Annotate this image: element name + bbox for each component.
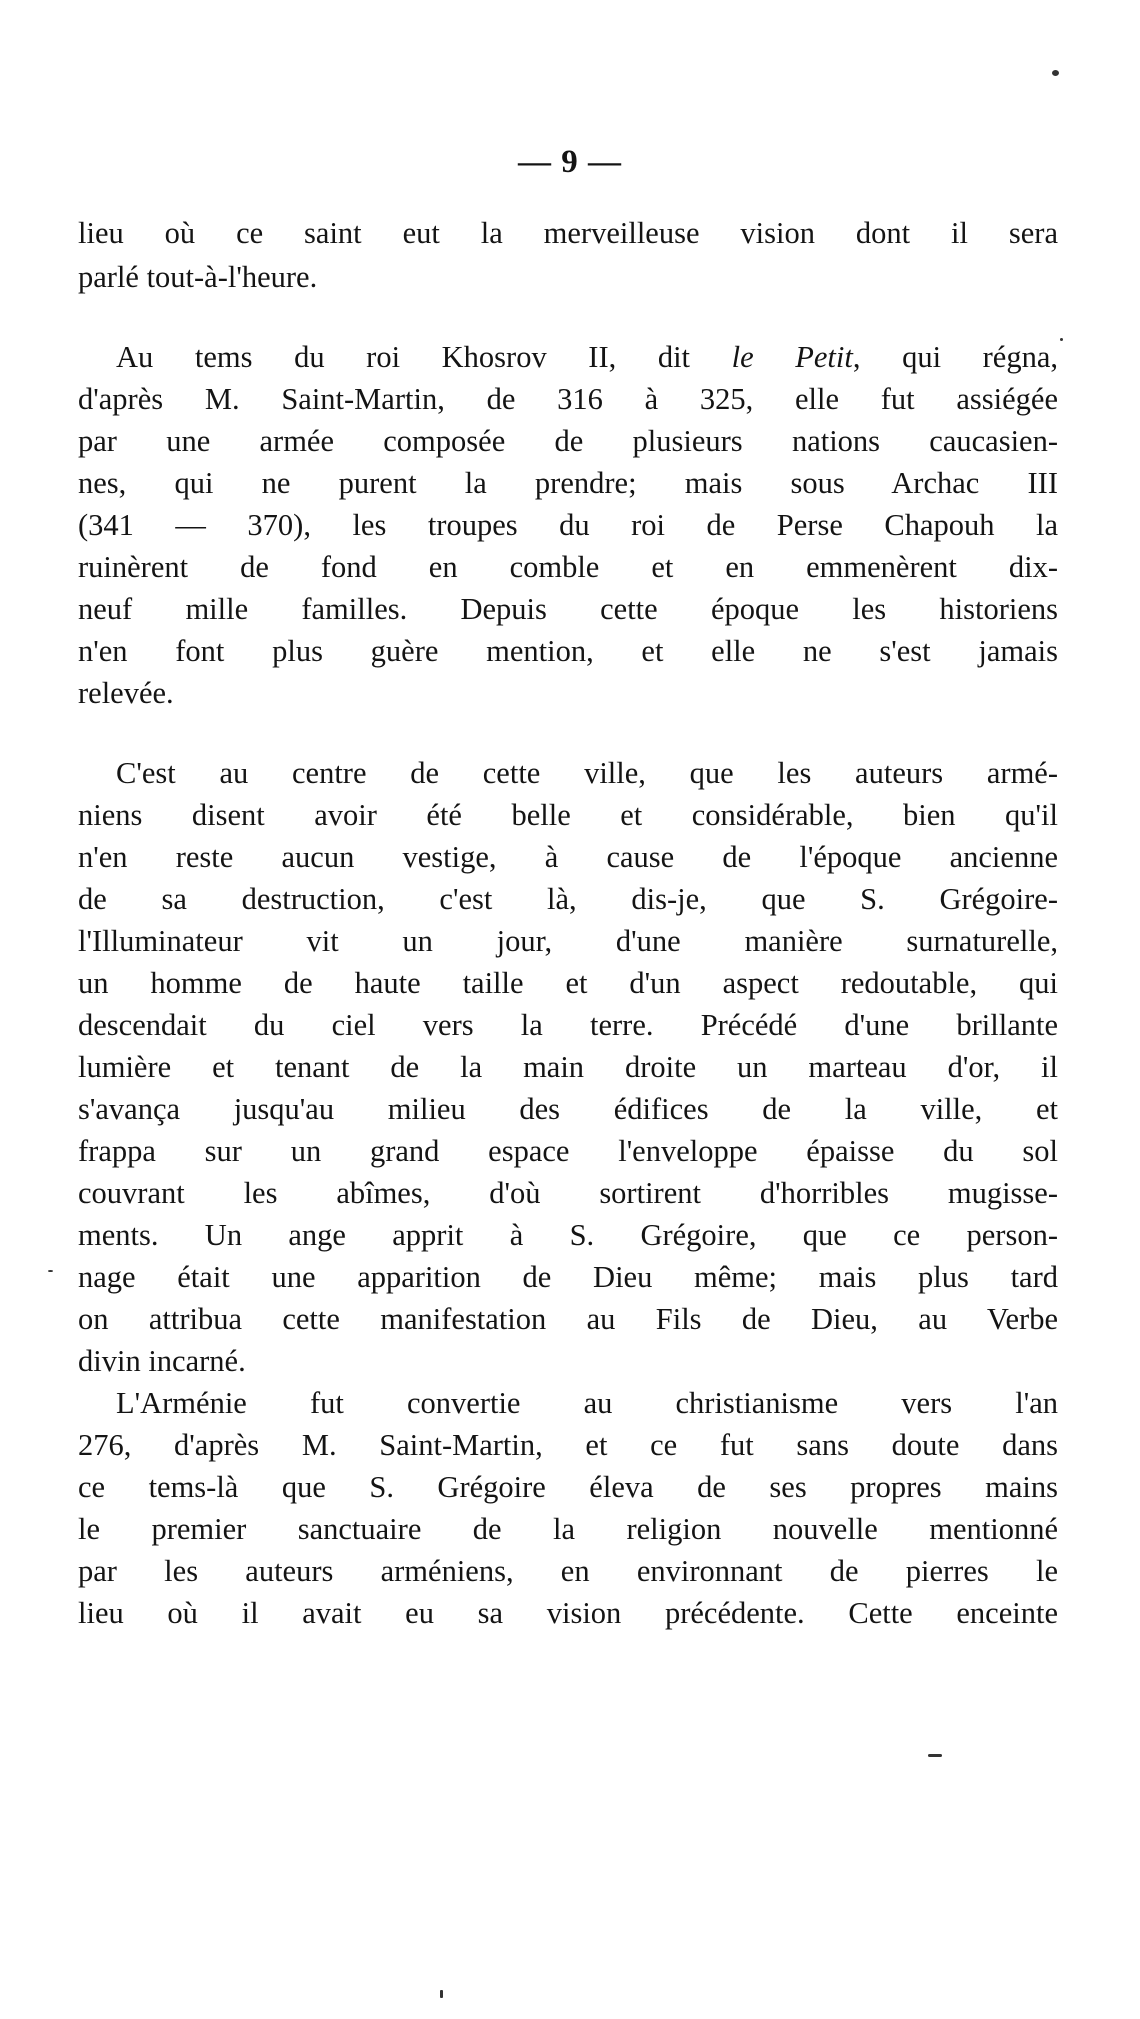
italic-text: le Petit [731,340,853,374]
page-number-header: — 9 — [518,144,622,180]
text-line: n'en font plus guère mention, et elle ne s'est jamais [78,634,1058,668]
text-line: lieu où il avait eu sa vision précédente. Cette enceinte [78,1596,1058,1630]
text-line: l'Illuminateur vit un jour, d'une manière surnaturelle, [78,924,1058,958]
text-line: n'en reste aucun vestige, à cause de l'époque ancienne [78,840,1058,874]
text-line: ments. Un ange apprit à S. Grégoire, que ce person- [78,1218,1058,1252]
scan-speck [1052,70,1059,76]
text-line: on attribua cette manifestation au Fils de Dieu, au Verbe [78,1302,1058,1336]
text-line: s'avança jusqu'au milieu des édifices de la ville, et [78,1092,1058,1126]
text-line: par une armée composée de plusieurs nations caucasien- [78,424,1058,458]
text-line: niens disent avoir été belle et considérable, bien qu'il [78,798,1058,832]
text-line: parlé tout-à-l'heure. [78,260,318,294]
text-line: C'est au centre de cette ville, que les auteurs armé- [116,756,1058,790]
text-line: divin incarné. [78,1344,246,1378]
text-line: L'Arménie fut convertie au christianisme vers l'an [116,1386,1058,1420]
text-line: nage était une apparition de Dieu même; mais plus tard [78,1260,1058,1294]
scan-speck [48,1270,53,1272]
text-segment: Au tems du roi Khosrov II, dit [116,340,732,374]
text-line: couvrant les abîmes, d'où sortirent d'horribles mugisse- [78,1176,1058,1210]
text-line: ruinèrent de fond en comble et en emmenèrent dix- [78,550,1058,584]
text-line: descendait du ciel vers la terre. Précédé d'une brillante [78,1008,1058,1042]
text-line: nes, qui ne purent la prendre; mais sous Archac III [78,466,1058,500]
scan-speck [928,1754,942,1757]
scan-speck [1060,338,1063,341]
text-line: relevée. [78,676,174,710]
text-line: d'après M. Saint-Martin, de 316 à 325, elle fut assiégée [78,382,1058,416]
text-line: lieu où ce saint eut la merveilleuse vision dont il sera [78,216,1058,250]
text-line: (341 — 370), les troupes du roi de Perse Chapouh la [78,508,1058,542]
text-line: le premier sanctuaire de la religion nouvelle mentionné [78,1512,1058,1546]
text-line: par les auteurs arméniens, en environnant de pierres le [78,1554,1058,1588]
scan-speck [440,1990,443,1998]
text-line: 276, d'après M. Saint-Martin, et ce fut sans doute dans [78,1428,1058,1462]
text-line: neuf mille familles. Depuis cette époque les historiens [78,592,1058,626]
text-line: lumière et tenant de la main droite un marteau d'or, il [78,1050,1058,1084]
text-line: frappa sur un grand espace l'enveloppe épaisse du sol [78,1134,1058,1168]
text-line: un homme de haute taille et d'un aspect redoutable, qui [78,966,1058,1000]
text-line: de sa destruction, c'est là, dis-je, que S. Grégoire- [78,882,1058,916]
text-line: ce tems-là que S. Grégoire éleva de ses propres mains [78,1470,1058,1504]
text-segment: , qui régna, [852,340,1058,374]
text-line [116,336,1058,378]
